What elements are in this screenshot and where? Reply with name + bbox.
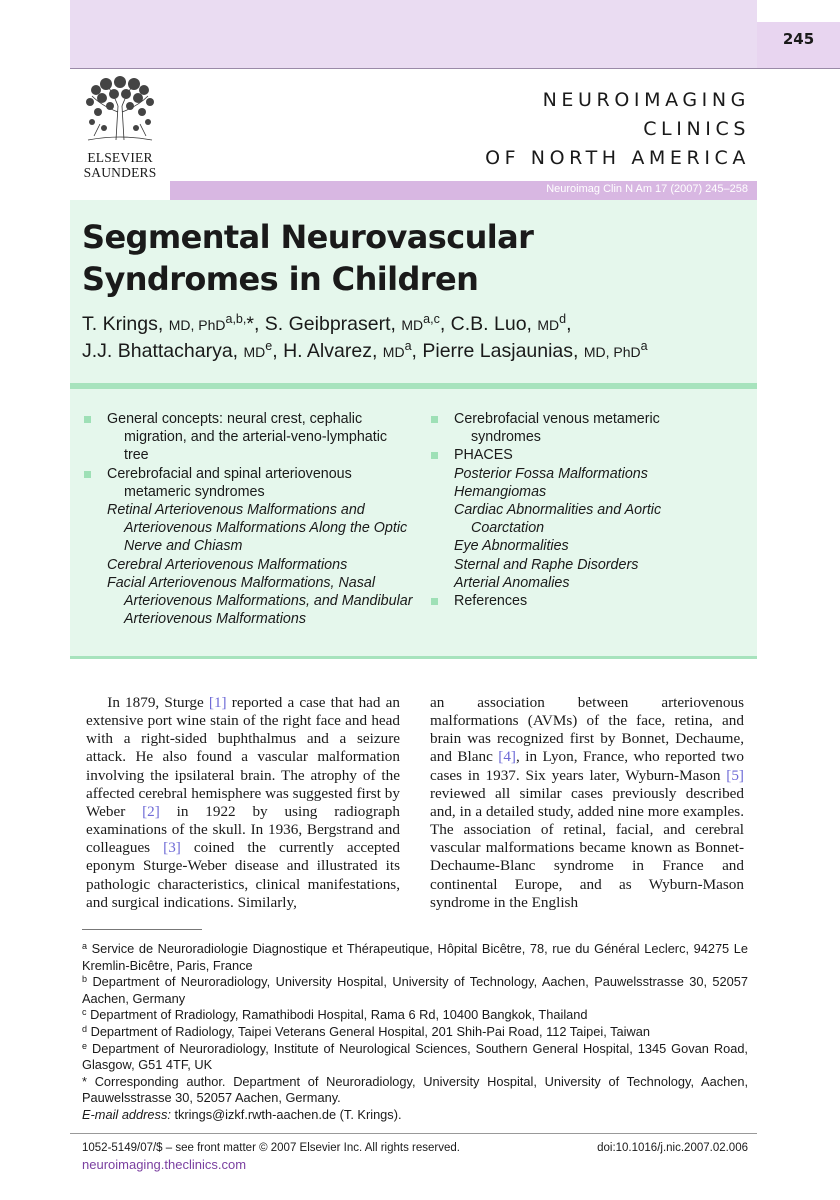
header-rule	[70, 68, 840, 69]
affiliation-footnote	[82, 1007, 748, 1024]
email-line	[82, 1107, 748, 1124]
author-name: T. Krings,	[82, 313, 169, 335]
author-name: H. Alvarez,	[283, 340, 383, 362]
journal-website-link[interactable]: neuroimaging.theclinics.com	[82, 1157, 247, 1172]
affiliation-mark: a	[640, 339, 648, 353]
outline-item-text: References	[454, 593, 528, 610]
outline-item	[431, 592, 731, 610]
outline-subitem: Arterial Anomalies	[454, 574, 570, 591]
page-number: 245	[782, 30, 815, 48]
article-title	[82, 216, 533, 300]
footnote-text: Department of Neuroradiology, Institute of Neurological Sciences, Southern General Hospital, 1345 Govan Road, Glasgow, G51 4TF, UK	[82, 1040, 748, 1073]
author-separator: *,	[246, 313, 265, 335]
footnote-text: Service de Neuroradiologie Diagnostique et Thérapeutique, Hôpital Bicêtre, 78, rue du Général Leclerc, 94275 Le Kremlin-Bicêtre, Paris, France	[82, 941, 748, 973]
footnote-mark: b	[82, 974, 88, 985]
footnote-text: Department of Neuroradiology, University Hospital, University of Technology, Aachen, Pauwelsstrasse 30, 52057 Aachen, Germany	[82, 974, 748, 1006]
journal-citation: Neuroimag Clin N Am 17 (2007) 245–258	[546, 183, 748, 195]
reference-link[interactable]: [2]	[142, 802, 160, 820]
outline-left-column	[84, 410, 414, 628]
author-degree: MD	[537, 317, 560, 333]
author-separator: ,	[411, 340, 423, 362]
reference-link[interactable]: [3]	[163, 839, 181, 857]
logo-word-elsevier: ELSEVIER	[87, 150, 153, 165]
outline-subitem: Facial Arteriovenous Malformations, Nasal Arteriovenous Malformations, and Mandibular Arteriovenous Malformations	[107, 574, 413, 628]
body-column-right	[430, 694, 744, 912]
reference-link[interactable]: [1]	[208, 694, 227, 711]
affiliation-footnote	[82, 974, 748, 1007]
affiliation-mark: d	[559, 312, 567, 326]
author-degree: MD	[401, 317, 424, 333]
corresponding-author: * Corresponding author. Department of Neuroradiology, University Hospital, University of Technology, Aachen, Pauwelsstrasse 30, 52057 Aachen, Germany.	[82, 1073, 748, 1106]
body-text: In 1879, Sturge	[107, 694, 209, 711]
author-separator: ,	[439, 313, 451, 335]
body-text: , in Lyon, France, who reported two cases in 1937. Six years later, Wyburn-Mason	[430, 748, 744, 784]
affiliation-mark: a,b,	[225, 312, 247, 326]
body-text: in 1922 by using radiograph examinations of the skull. In 1936, Bergstrand and colleagues	[86, 802, 400, 857]
author-name: C.B. Luo,	[450, 313, 538, 335]
email-label: E-mail address:	[82, 1106, 171, 1122]
journal-line-1: NEUROIMAGING	[542, 89, 750, 111]
author-name: J.J. Bhattacharya,	[82, 340, 244, 362]
journal-line-2: CLINICS	[643, 118, 750, 140]
author-name: Pierre Lasjaunias,	[422, 340, 584, 362]
outline-item-text: Cerebrofacial venous metameric syndromes	[454, 411, 660, 446]
footnote-mark: a	[82, 941, 88, 951]
footnote-text: Department of Rradiology, Ramathibodi Hospital, Rama 6 Rd, 10400 Bangkok, Thailand	[90, 1007, 588, 1023]
affiliation-footnote	[82, 1024, 748, 1041]
outline-item-text: Cerebrofacial and spinal arteriovenous metameric syndromes	[107, 465, 352, 500]
author-line-2	[82, 338, 782, 365]
author-separator: ,	[272, 340, 284, 362]
doi[interactable]: doi:10.1016/j.nic.2007.02.006	[597, 1142, 748, 1154]
author-degree: MD, PhD	[168, 317, 226, 333]
body-column-left	[86, 694, 400, 912]
footnote-mark: e	[82, 1040, 88, 1051]
author-list	[82, 311, 782, 365]
outline-subitem: Posterior Fossa Malformations	[454, 465, 648, 482]
journal-line-3: OF NORTH AMERICA	[485, 147, 750, 169]
outline-item	[84, 465, 414, 501]
footnote-mark: c	[82, 1007, 87, 1018]
outline-subitem: Retinal Arteriovenous Malformations and Arteriovenous Malformations Along the Optic Nerve and Chiasm	[107, 502, 408, 555]
affiliation-mark: a,c	[423, 312, 440, 326]
outline-right-column	[431, 410, 731, 610]
author-degree: MD	[243, 344, 266, 360]
author-degree: MD, PhD	[583, 344, 641, 360]
issn-copyright: 1052-5149/07/$ – see front matter © 2007 Elsevier Inc. All rights reserved.	[82, 1142, 460, 1154]
elsevier-logo	[78, 76, 162, 180]
footnotes	[82, 941, 748, 1124]
affiliation-footnote	[82, 1041, 748, 1074]
outline-item	[84, 410, 414, 465]
outline-subitem: Cardiac Abnormalities and Aortic Coarctation	[454, 502, 662, 537]
body-text: an association between arteriovenous malformations (AVMs) of the face, retina, and brain was recognized first by Bonnet, Dechaume, and Blanc	[430, 694, 744, 766]
footnote-text: Department of Radiology, Taipei Veterans General Hospital, 201 Shih-Pai Road, 112 Taipei, Taiwan	[90, 1023, 650, 1039]
author-separator: ,	[566, 313, 572, 335]
outline-subitem: Sternal and Raphe Disorders	[454, 556, 639, 573]
footer-rule	[70, 1133, 757, 1134]
author-name: S. Geibprasert,	[264, 313, 402, 335]
author-degree: MD	[382, 344, 405, 360]
logo-word-saunders: SAUNDERS	[83, 165, 157, 180]
email-address[interactable]: tkrings@izkf.rwth-aachen.de (T. Krings).	[170, 1106, 402, 1122]
header-band	[70, 0, 757, 68]
affiliation-mark: a	[404, 339, 412, 353]
affiliation-footnote	[82, 941, 748, 974]
elsevier-tree-icon	[82, 76, 158, 148]
reference-link[interactable]: [5]	[726, 766, 744, 784]
author-line-1	[82, 311, 782, 338]
outline-item	[431, 446, 731, 464]
outline-item-text: PHACES	[454, 447, 513, 464]
reference-link[interactable]: [4]	[498, 748, 516, 766]
outline-item	[431, 410, 731, 446]
footnote-mark: d	[82, 1023, 88, 1034]
body-text: reviewed all similar cases previously described and, in a detailed study, added nine more examples. The association of retinal, facial, and cerebral vascular malformations became known as Bonnet-Dechaume-Blanc syndrome in France and continental Europe, and as Wyburn-Mason syndrome in the English	[430, 784, 744, 911]
title-line-1: Segmental Neurovascular	[82, 218, 534, 256]
journal-name	[485, 86, 750, 173]
title-line-2: Syndromes in Children	[82, 260, 479, 298]
outline-subitem: Hemangiomas	[454, 483, 547, 500]
body-text: coined the currently accepted eponym Sturge-Weber disease and illustrated its pathologic characteristics, clinical manifestations, and surgical indications. Similarly,	[86, 839, 400, 911]
outline-item-text: General concepts: neural crest, cephalic migration, and the arterial-veno-lymphatic tree	[107, 411, 388, 464]
outline-subitem: Eye Abnormalities	[454, 538, 569, 555]
affiliation-mark: e	[265, 339, 273, 353]
body-text: reported a case that had an extensive port wine stain of the right face and head with a right-sided buphthalmus and a seizure attack. He also found a vascular malformation involving the ipsilateral brain. The atrophy of the affected cerebral hemisphere was suggested first by Weber	[86, 694, 400, 820]
footnote-rule	[82, 929, 202, 930]
outline-subitem: Cerebral Arteriovenous Malformations	[107, 556, 348, 573]
